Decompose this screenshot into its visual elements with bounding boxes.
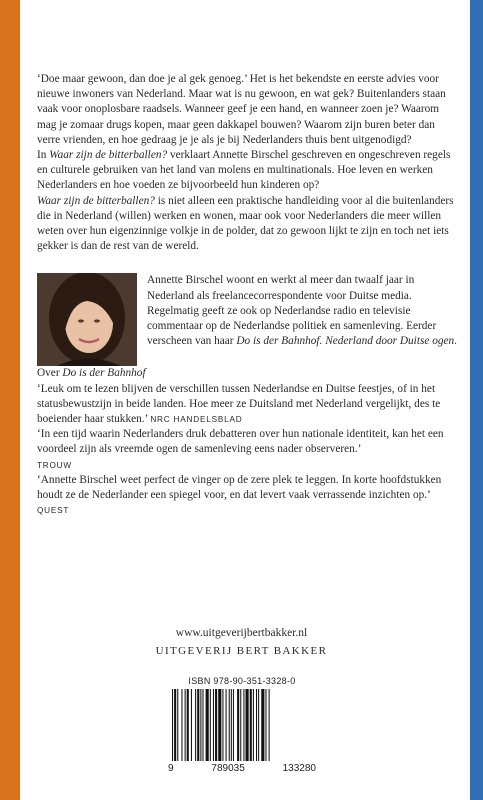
barcode-bar [269, 689, 270, 761]
cover-text [37, 72, 457, 518]
publisher-website: www.uitgeverijbertbakker.nl [175, 627, 308, 639]
barcode-bar [206, 689, 209, 761]
barcode-bar [237, 689, 239, 761]
barcode-bar [185, 689, 186, 761]
blue-spine-strip [470, 0, 483, 800]
barcode-digits: 9 789035 133280 [168, 763, 316, 774]
barcode-bar [243, 689, 244, 761]
barcode-bar [253, 689, 254, 761]
author-photo [37, 273, 137, 366]
barcode-bar [226, 689, 227, 761]
barcode-bar [213, 689, 214, 761]
previous-book-title: Do is der Bahnhof. Nederland door Duitse ogen [236, 335, 455, 348]
barcode-bar [215, 689, 217, 761]
review-quote: ‘Annette Birschel weet perfect de vinger op de zere plek te leggen. In korte hoofdstukken houdt ze de Nederlander een spiegel voor, en dat levert vaak verrassende inzichten op.’ QUEST [37, 473, 442, 516]
review-quote: ‘In een tijd waarin Nederlanders druk debatteren over hun nationale identiteit, kan het een voordeel zijn als vreemde ogen de samenleving eens nader observeren.’ TROUW [37, 428, 444, 470]
barcode-bar [174, 689, 176, 761]
barcode-bar [229, 689, 230, 761]
barcode-bar [218, 689, 221, 761]
barcode-bar [181, 689, 182, 761]
barcode-bar [250, 689, 252, 761]
barcode-bar [187, 689, 189, 761]
barcode-bar [202, 689, 203, 761]
barcode-bar [172, 689, 173, 761]
publisher-name: UITGEVERIJ BERT BAKKER [155, 645, 328, 657]
barcode [168, 676, 316, 774]
barcode-bar [210, 689, 211, 761]
review-source: QUEST [37, 506, 70, 516]
author-bio: Annette Birschel woont en werkt al meer dan twaalf jaar in Nederland als freelancecorrespondente voor Duitse media. Regelmatig geeft ze ook op Nederlandse radio en televisie commentaar op de Nederlandse politiek en samenleving. Eerder verscheen van haar Do is der Bahnhof. Nederland door Duitse ogen. [147, 274, 457, 348]
barcode-bar [261, 689, 264, 761]
barcode-bar [240, 689, 241, 761]
barcode-bar [233, 689, 234, 761]
barcode-bar [195, 689, 196, 761]
isbn-number: ISBN 978-90-351-3328-0 [188, 676, 296, 686]
barcode-bar [265, 689, 266, 761]
barcode-bar [231, 689, 232, 761]
book-title: Waar zijn de bitterballen? [37, 194, 155, 207]
barcode-bar [258, 689, 259, 761]
barcode-bar [222, 689, 223, 761]
barcode-bar [197, 689, 199, 761]
review-quote: ‘Leuk om te lezen blijven de verschillen tussen Nederlandse en Duitse feestjes, of in het statusbewustzijn in beide landen. Hoe meer ze Duitsland met Nederland vergelijkt, des te boeiender haar stukken.’ NRC HANDELSBLAD [37, 382, 441, 426]
about-previous-book-heading: Over Do is der Bahnhof [37, 367, 146, 380]
barcode-bar [256, 689, 257, 761]
review-source: TROUW [37, 460, 72, 470]
book-title: Waar zijn de bitterballen? [49, 149, 168, 162]
blurb-paragraph-3: Waar zijn de bitterballen? is niet alleen een praktische handleiding voor al die buitenlanders die in Nederland (willen) werken en wonen, maar ook voor Nederlanders die meer willen weten over hun eigenzinnige volkje in de polder, dat zo gewoon lijkt te zijn en toch net iets gekker is dan de rest van de wereld. [37, 194, 454, 253]
author-section [37, 273, 457, 366]
review-source: NRC HANDELSBLAD [150, 415, 243, 425]
author-portrait-image [37, 273, 137, 366]
barcode-bar [246, 689, 249, 761]
blurb-paragraph-1: ‘Doe maar gewoon, dan doe je al gek genoeg.’ Het is het bekendste en eerste advies voor nieuwe inwoners van Nederland. Maar wat is nu gewoon, en wat gek? Buitenlanders staan vaak voor onoplosbare raadsels. Wanneer geef je een hand, en wanneer zoen je? Waarom mag je zomaar drugs kopen, maar geen dakkapel bouwen? Waarom zijn buren beter dan verre vrienden, en hoe gedraag je je als je bij Nederlanders thuis bent uitgenodigd? [37, 73, 446, 146]
barcode-bar [177, 689, 178, 761]
orange-spine-strip [0, 0, 20, 800]
barcode-bar [200, 689, 201, 761]
barcode-bar [191, 689, 192, 761]
blurb-paragraph-2: In Waar zijn de bitterballen? verklaart Annette Birschel geschreven en ongeschreven regels en culturele gebruiken van het land van molens en multinationals. Hoe leven en werken Nederlanders en hoe voeden ze bijvoorbeeld hun kinderen op? [37, 149, 451, 192]
barcode-bars [168, 689, 316, 761]
